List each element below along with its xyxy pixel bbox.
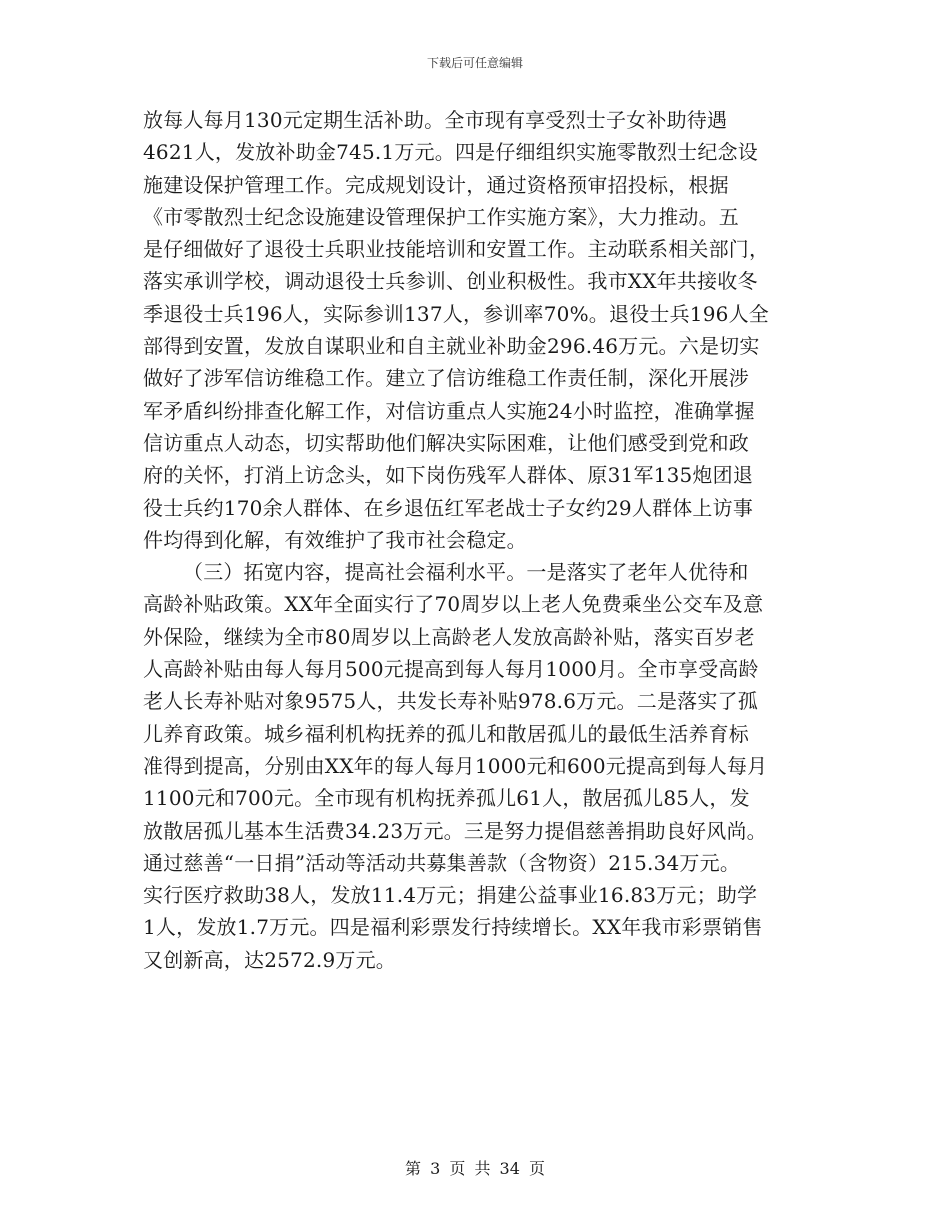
- text-line: 做好了涉军信访维稳工作。建立了信访维稳工作责任制，深化开展涉: [143, 366, 749, 391]
- text-line: 放散居孤儿基本生活费34.23万元。三是努力提倡慈善捐助良好风尚。: [143, 818, 767, 843]
- text-line: 部得到安置，发放自谋职业和自主就业补助金296.46万元。六是切实: [143, 334, 760, 359]
- text-line: 是仔细做好了退役士兵职业技能培训和安置工作。主动联系相关部门，: [143, 237, 770, 262]
- text-line: 儿养育政策。城乡福利机构抚养的孤儿和散居孤儿的最低生活养育标: [143, 721, 749, 746]
- document-body: [143, 104, 815, 976]
- paragraph-start-line: （三）拓宽内容，提高社会福利水平。一是落实了老年人优待和: [183, 560, 749, 585]
- text-line: 府的关怀，打消上访念头，如下岗伤残军人群体、原31军135炮团退: [143, 463, 754, 488]
- text-line: 1100元和700元。全市现有机构抚养孤儿61人，散居孤儿85人，发: [143, 786, 750, 811]
- text-line: 信访重点人动态，切实帮助他们解决实际困难，让他们感受到党和政: [143, 430, 749, 455]
- text-line: 通过慈善“一日捐”活动等活动共募集善款（含物资）215.34万元。: [143, 850, 741, 875]
- text-line: 4621人，发放补助金745.1万元。四是仔细组织实施零散烈士纪念设: [143, 140, 758, 165]
- text-line: 季退役士兵196人，实际参训137人，参训率70%。退役士兵196人全: [143, 301, 769, 326]
- text-line: 放每人每月130元定期生活补助。全市现有享受烈士子女补助待遇: [143, 108, 728, 132]
- text-line: 又创新高，达2572.9万元。: [143, 947, 396, 972]
- text-line: 外保险，继续为全市80周岁以上高龄老人发放高龄补贴，落实百岁老: [143, 624, 755, 649]
- text-line: 件均得到化解，有效维护了我市社会稳定。: [143, 527, 527, 552]
- text-line: 军矛盾纠纷排查化解工作，对信访重点人实施24小时监控，准确掌握: [143, 398, 755, 423]
- text-line: 役士兵约170余人群体、在乡退伍红军老战士子女约29人群体上访事: [143, 495, 754, 520]
- text-line: 施建设保护管理工作。完成规划设计，通过资格预审招投标，根据: [143, 172, 729, 197]
- text-line: 1人，发放1.7万元。四是福利彩票发行持续增长。XX年我市彩票销售: [143, 915, 763, 940]
- text-line: 落实承训学校，调动退役士兵参训、创业积极性。我市XX年共接收冬: [143, 269, 758, 294]
- text-line: 实行医疗救助38人，发放11.4万元；捐建公益事业16.83万元；助学: [143, 883, 758, 908]
- page-number-footer: 第 3 页 共 34 页: [405, 1159, 545, 1178]
- text-line: 人高龄补贴由每人每月500元提高到每人每月1000月。全市享受高龄: [143, 657, 759, 682]
- page-header: 下载后可任意编辑: [426, 56, 523, 70]
- text-line: 高龄补贴政策。XX年全面实行了70周岁以上老人免费乘坐公交车及意: [143, 592, 764, 617]
- text-line: 老人长寿补贴对象9575人，共发长寿补贴978.6万元。二是落实了孤: [143, 689, 758, 714]
- text-line: 准得到提高，分别由XX年的每人每月1000元和600元提高到每人每月: [143, 753, 768, 778]
- text-line: 《市零散烈士纪念设施建设管理保护工作实施方案》，大力推动。五: [143, 204, 739, 229]
